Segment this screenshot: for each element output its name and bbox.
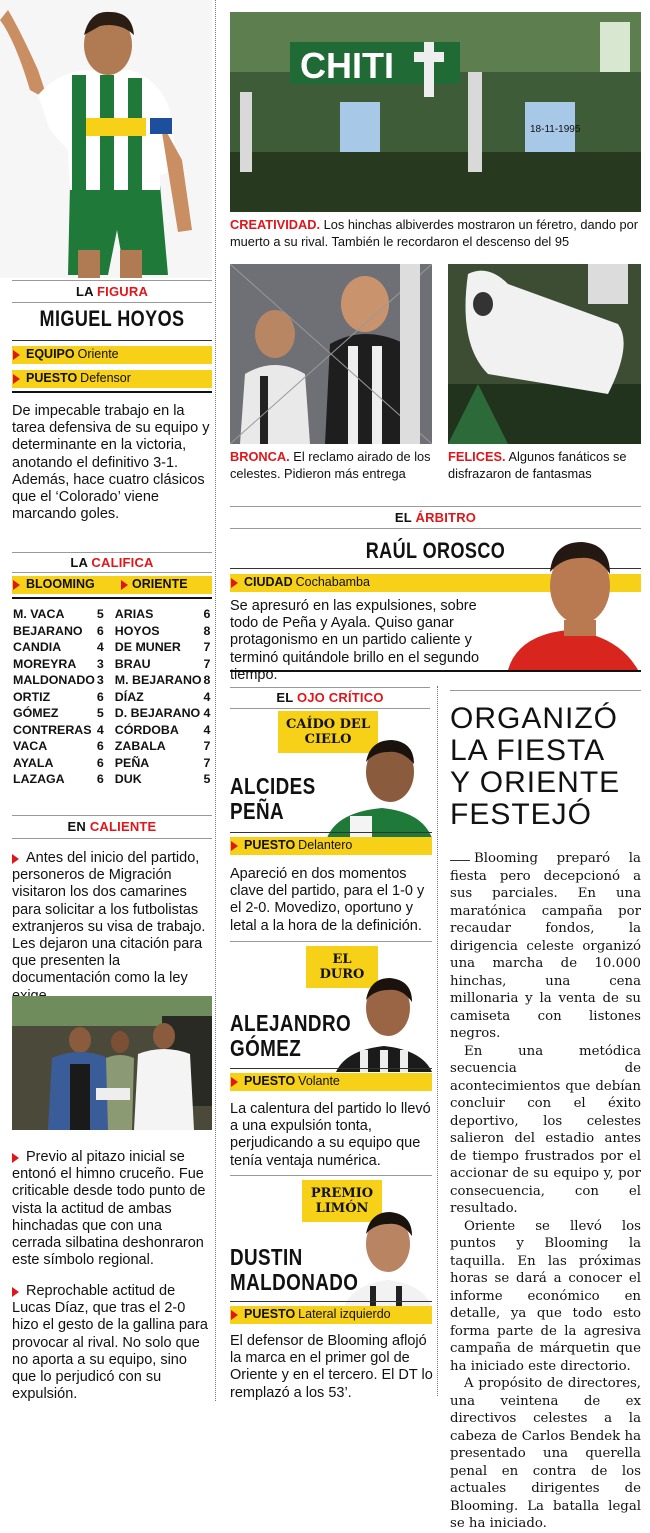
- p3-name-2: MALDONADO: [230, 1269, 359, 1295]
- column-divider-right: [437, 686, 438, 1396]
- puesto-label: PUESTO: [26, 371, 78, 385]
- blooming-player: CONTRERAS: [13, 722, 92, 737]
- p3-puesto-bar: [230, 1306, 432, 1324]
- headline-line-3: Y ORIENTE: [450, 766, 621, 799]
- rating-row: [12, 623, 214, 640]
- puesto-label: PUESTO: [244, 1074, 296, 1088]
- divider: [450, 690, 641, 691]
- player-photo-icon: [0, 0, 212, 278]
- p2-name-2: GÓMEZ: [230, 1035, 302, 1061]
- oriente-rating: 7: [203, 739, 211, 754]
- blooming-rating: 6: [96, 772, 104, 787]
- puesto-value: Lateral izquierdo: [298, 1307, 391, 1321]
- rating-row: [12, 755, 214, 772]
- divider: [12, 302, 212, 303]
- badge-el-duro: EL DURO: [306, 946, 378, 988]
- divider: [12, 597, 212, 599]
- divider: [12, 391, 212, 393]
- section-highlight: CALIFICA: [91, 555, 154, 570]
- p1-name-2: PEÑA: [230, 798, 285, 824]
- section-title-arbitro: [230, 510, 641, 525]
- article-paragraph-1: Blooming preparó la fiesta pero decepcionó a sus parciales. En una maratónica campaña por recaudar fondos, la dirigencia celeste organizó una marcha de 10.000 hinchas, una cena millonaria y la venta de su camiseta con listones negros.: [450, 851, 641, 1041]
- blooming-player: MOREYRA: [13, 656, 77, 671]
- blooming-rating: 4: [96, 640, 104, 655]
- oriente-player: HOYOS: [114, 623, 160, 638]
- caption-bronca: [230, 448, 435, 482]
- caption-text: Los hinchas albiverdes mostraron un féretro, dando por muerto a su rival. También le recordaron el descenso del 95: [230, 217, 639, 249]
- oriente-rating: 8: [203, 623, 211, 638]
- equipo-label: EQUIPO: [26, 347, 75, 361]
- p1-name-1: ALCIDES: [230, 773, 316, 799]
- divider: [230, 832, 432, 833]
- blooming-rating: 4: [96, 722, 104, 737]
- felices-photo: [448, 264, 641, 444]
- figura-equipo-bar: [12, 346, 212, 364]
- caliente-item-3: Reprochable actitud de Lucas Díaz, que tras el 2-0 hizo el gesto de la gallina para provocar al rival. No solo que no aporta a su equipo, sino que lo perjudicó con su expulsión.: [12, 1283, 208, 1403]
- ciudad-label: CIUDAD: [244, 575, 293, 589]
- puesto-value: Defensor: [80, 371, 131, 385]
- divider: [230, 687, 430, 688]
- oriente-rating: 7: [203, 656, 211, 671]
- blooming-rating: 3: [96, 656, 104, 671]
- section-title-ojo: [230, 690, 430, 705]
- bullet-arrow-icon: [231, 1310, 238, 1320]
- section-prefix: EN: [67, 819, 87, 834]
- p2-text: La calentura del partido lo llevó a una expulsión tonta, perjudicando a su equipo que tenía ventaja numérica.: [230, 1101, 431, 1169]
- headline-line-1: ORGANIZÓ: [450, 702, 619, 735]
- rating-row: [12, 639, 214, 656]
- banner-text: CHITI: [300, 45, 394, 86]
- section-title-califica: [12, 555, 212, 570]
- rating-row: [12, 656, 214, 673]
- article-body: [450, 850, 641, 1533]
- blooming-rating: 6: [96, 623, 104, 638]
- oriente-player: M. BEJARANO: [114, 673, 202, 688]
- section-prefix: EL: [394, 510, 412, 525]
- migration-photo: [12, 996, 212, 1130]
- caption-label: FELICES.: [448, 449, 506, 464]
- section-highlight: CALIENTE: [89, 819, 157, 834]
- bronca-photo: [230, 264, 432, 444]
- sign-text: 18-11-1995: [530, 124, 581, 135]
- rating-row: [12, 738, 214, 755]
- oriente-player: BRAU: [114, 656, 151, 671]
- oriente-player: D. BEJARANO: [114, 706, 201, 721]
- blooming-player: VACA: [13, 739, 48, 754]
- divider: [12, 815, 212, 816]
- rating-row: [12, 705, 214, 722]
- oriente-player: DE MUNER: [114, 640, 181, 655]
- crowd-photo: [230, 12, 641, 212]
- headline-line-4: FESTEJÓ: [450, 798, 593, 831]
- blooming-rating: 3: [96, 673, 104, 688]
- p2-name-1: ALEJANDRO: [230, 1010, 352, 1036]
- oriente-rating: 8: [203, 673, 211, 688]
- badge-premio-limon: PREMIO LIMÓN: [302, 1180, 382, 1222]
- p1-puesto-bar: [230, 837, 432, 855]
- blooming-player: AYALA: [13, 755, 54, 770]
- team-a-label: BLOOMING: [26, 577, 95, 591]
- caption-felices: [448, 448, 644, 482]
- badge-caido-del-cielo: CAÍDO DEL CIELO: [278, 711, 378, 753]
- ratings-table: [12, 606, 214, 788]
- section-highlight: ÁRBITRO: [415, 510, 477, 525]
- figura-name: MIGUEL HOYOS: [39, 306, 185, 331]
- oriente-player: ARIAS: [114, 607, 154, 622]
- team-b-label: ORIENTE: [132, 577, 188, 591]
- pena-photo: [322, 734, 432, 838]
- blooming-player: CANDIA: [13, 640, 62, 655]
- bullet-arrow-icon: [13, 374, 20, 384]
- divider: [12, 838, 212, 839]
- oriente-rating: 4: [203, 706, 211, 721]
- blooming-player: M. VACA: [13, 607, 65, 622]
- divider: [12, 552, 212, 553]
- figura-puesto-bar: [12, 370, 212, 388]
- divider: [12, 572, 212, 573]
- divider: [230, 506, 641, 507]
- article-paragraph-3: Oriente se llevó los puntos y Blooming la taquilla. En las próximas horas se dará a conocer el informe económico en detalle, ya que todo esto forma parte de la agresiva campaña de márquetin que ha iniciado este directorio.: [450, 1218, 641, 1374]
- bullet-arrow-icon: [231, 578, 238, 588]
- p2-puesto-bar: [230, 1073, 432, 1091]
- caption-label: CREATIVIDAD.: [230, 217, 321, 232]
- bullet-arrow-icon: [231, 841, 238, 851]
- puesto-value: Delantero: [298, 838, 353, 852]
- oriente-rating: 4: [203, 689, 211, 704]
- blooming-rating: 5: [96, 706, 104, 721]
- oriente-rating: 7: [203, 755, 211, 770]
- ciudad-value: Cochabamba: [295, 575, 370, 589]
- divider: [230, 670, 641, 672]
- figura-text: De impecable trabajo en la tarea defensiva de su equipo y determinante en la victoria, anotando el definitivo 3-1. Además, hace cuatro clásicos que el ‘Colorado’ viene marcando goles.: [12, 403, 210, 523]
- caliente-item-1: Antes del inicio del partido, personeros de Migración visitaron los dos camarines para solicitar a los futbolistas extranjeros su visa de trabajo. Les dejaron una citación para que presenten la documentación como la ley: [12, 850, 206, 987]
- divider: [230, 708, 430, 709]
- califica-header-bar: [12, 576, 212, 594]
- divider: [12, 280, 212, 281]
- divider: [12, 340, 212, 341]
- bullet-arrow-icon: [121, 580, 128, 590]
- caption-text: Algunos fanáticos se disfrazaron de fantasmas: [448, 449, 627, 481]
- arbitro-name: RAÚL OROSCO: [365, 538, 506, 563]
- bullet-arrow-icon: [13, 350, 20, 360]
- section-highlight: FIGURA: [97, 284, 149, 299]
- arbitro-text: Se apresuró en las expulsiones, sobre todo de Peña y Ayala. Quiso ganar protagonismo en un partido caliente y terminó quitándole brillo en el segundo tiempo.: [230, 598, 480, 683]
- referee-photo: [498, 530, 641, 670]
- oriente-rating: 7: [203, 640, 211, 655]
- blooming-player: ORTIZ: [13, 689, 51, 704]
- blooming-player: MALDONADO: [13, 673, 95, 688]
- section-highlight: OJO CRÍTICO: [296, 690, 384, 705]
- section-prefix: EL: [276, 690, 294, 705]
- oriente-rating: 6: [203, 607, 211, 622]
- rating-row: [12, 672, 214, 689]
- oriente-player: ZABALA: [114, 739, 166, 754]
- oriente-rating: 4: [203, 722, 211, 737]
- blooming-player: BEJARANO: [13, 623, 83, 638]
- section-title-caliente: [12, 819, 212, 834]
- equipo-value: Oriente: [77, 347, 119, 361]
- p3-name-1: DUSTIN: [230, 1244, 303, 1270]
- caption-label: BRONCA.: [230, 449, 290, 464]
- p1-text: Apareció en dos momentos clave del partido, para el 1-0 y el 2-0. Movedizo, oportuno y letal a la hora de la definición.: [230, 866, 425, 934]
- divider: [230, 1301, 432, 1302]
- divider: [230, 1068, 432, 1069]
- caption-creatividad: [230, 216, 644, 250]
- p3-text: El defensor de Blooming aflojó la marca en el primer gol de Oriente y en el tercero. El DT lo remplazó a los 53’.: [230, 1333, 433, 1401]
- oriente-player: CÓRDOBA: [114, 722, 179, 737]
- article-paragraph-2: En una metódica secuencia de acontecimientos que debían concluir con el éxito deportivo, los celestes salieron del estadio antes de tiempo frustrados por el accionar de su equipo y, por consecuencia, con el resultado.: [450, 1043, 641, 1216]
- rating-row: [12, 689, 214, 706]
- blooming-rating: 6: [96, 739, 104, 754]
- bullet-arrow-icon: [231, 1077, 238, 1087]
- rating-row: [12, 771, 214, 788]
- rating-row: [12, 606, 214, 623]
- oriente-player: DÍAZ: [114, 689, 144, 704]
- puesto-value: Volante: [298, 1074, 340, 1088]
- oriente-player: PEÑA: [114, 755, 150, 770]
- article-paragraph-4: A propósito de directores, una veintena de ex directivos celestes a la cabeza de Carlos Bendek ha presentado una querella penal en contra de los actuales dirigentes de Blooming. La batalla legal se ha iniciado.: [450, 1376, 641, 1531]
- blooming-rating: 6: [96, 755, 104, 770]
- section-title-figura: [12, 284, 212, 299]
- blooming-rating: 5: [96, 607, 104, 622]
- oriente-rating: 5: [203, 772, 211, 787]
- rating-row: [12, 722, 214, 739]
- figura-player-photo: [0, 0, 212, 278]
- section-prefix: LA: [70, 555, 88, 570]
- blooming-rating: 6: [96, 689, 104, 704]
- section-prefix: LA: [75, 284, 94, 299]
- blooming-player: GÓMEZ: [13, 706, 59, 721]
- divider: [230, 1175, 432, 1176]
- divider: [230, 528, 641, 529]
- caption-text: El reclamo airado de los celestes. Pidieron más entrega: [230, 449, 431, 481]
- divider: [230, 941, 432, 942]
- blooming-player: LAZAGA: [13, 772, 65, 787]
- headline-line-2: LA FIESTA: [450, 734, 606, 767]
- bullet-arrow-icon: [13, 580, 20, 590]
- oriente-player: DUK: [114, 772, 142, 787]
- puesto-label: PUESTO: [244, 1307, 296, 1321]
- puesto-label: PUESTO: [244, 838, 296, 852]
- column-divider-left: [215, 0, 216, 1401]
- caliente-item-2: Previo al pitazo inicial se entonó el himno cruceño. Fue criticable desde todo punto de vista la actitud de ambas hinchadas que con una cerrada silbatina deshonraron este símbolo regional.: [12, 1149, 206, 1269]
